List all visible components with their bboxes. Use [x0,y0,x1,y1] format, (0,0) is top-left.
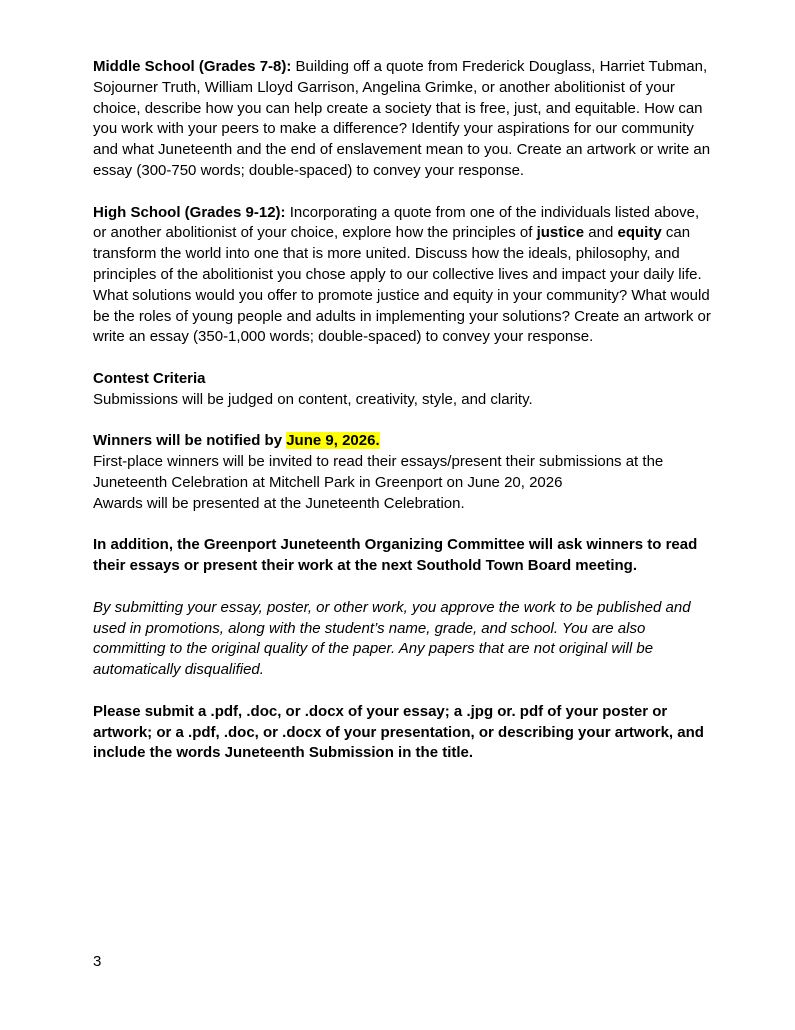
page-number: 3 [93,953,102,970]
page-content [93,57,713,785]
winners-heading-line [93,431,713,452]
middle-school-paragraph [93,57,713,182]
middle-school-heading: Middle School (Grades 7-8): [93,58,292,75]
middle-school-text: Building off a quote from Frederick Douglass, Harriet Tubman, Sojourner Truth, William Lloyd Garrison, Angelina Grimke, or another abolitionist of your choice, describe how you can help create a society that is free, just, and equitable. How can you work with your peers to make a difference? Identify your aspirations for our community and what Juneteenth and the end of enslavement mean to you. Create an artwork or write an essay (300-750 words; double-spaced) to convey your response. [93,58,711,179]
notification-date: June 9, 2026. [286,432,380,450]
winners-heading: Winners will be notified by [93,432,287,450]
high-school-text-3: can transform the world into one that is more united. Discuss how the ideals, philosophy, and principles of the abolitionist you chose apply to our collective lives and impact your daily life. What solutions would you offer to promote justice and equity in your community? What would be the roles of young people and adults in implementing your solutions? Create an artwork or write an essay (350-1,000 words; double-spaced) to convey your response. [93,224,711,346]
contest-criteria-text: Submissions will be judged on content, creativity, style, and clarity. [93,390,533,408]
town-board-paragraph: In addition, the Greenport Juneteenth Organizing Committee will ask winners to read their essays or present their work at the next Southold Town Board meeting. [93,536,698,575]
high-school-heading: High School (Grades 9-12): [93,203,286,221]
contest-criteria-section [93,369,713,411]
submission-instructions: Please submit a .pdf, .doc, or .docx of your essay; a .jpg or. pdf of your poster or artwork; or a .pdf, .doc, or .docx of your presentation, or describing your artwork, and include the words Juneteenth Submission in the title. [93,702,704,762]
contest-criteria-heading: Contest Criteria [93,369,206,387]
high-school-text-2: and [584,224,618,242]
high-school-paragraph [93,203,713,349]
high-school-text-1: Incorporating a quote from one of the individuals listed above, or another abolitionist of your choice, explore how the principles of [93,203,700,242]
justice-term: justice [536,224,585,242]
awards-text: Awards will be presented at the Juneteenth Celebration. [93,494,465,512]
winners-invite-text: First-place winners will be invited to read their essays/present their submissions at the Juneteenth Celebration at Mitchell Park in Greenport on June 20, 2026 [93,453,664,491]
consent-paragraph: By submitting your essay, poster, or other work, you approve the work to be published and used in promotions, along with the student’s name, grade, and school. You are also committing to the original quality of the paper. Any papers that are not original will be automatically disqualified. [93,598,691,679]
equity-term: equity [617,224,662,242]
winners-section [93,431,713,514]
